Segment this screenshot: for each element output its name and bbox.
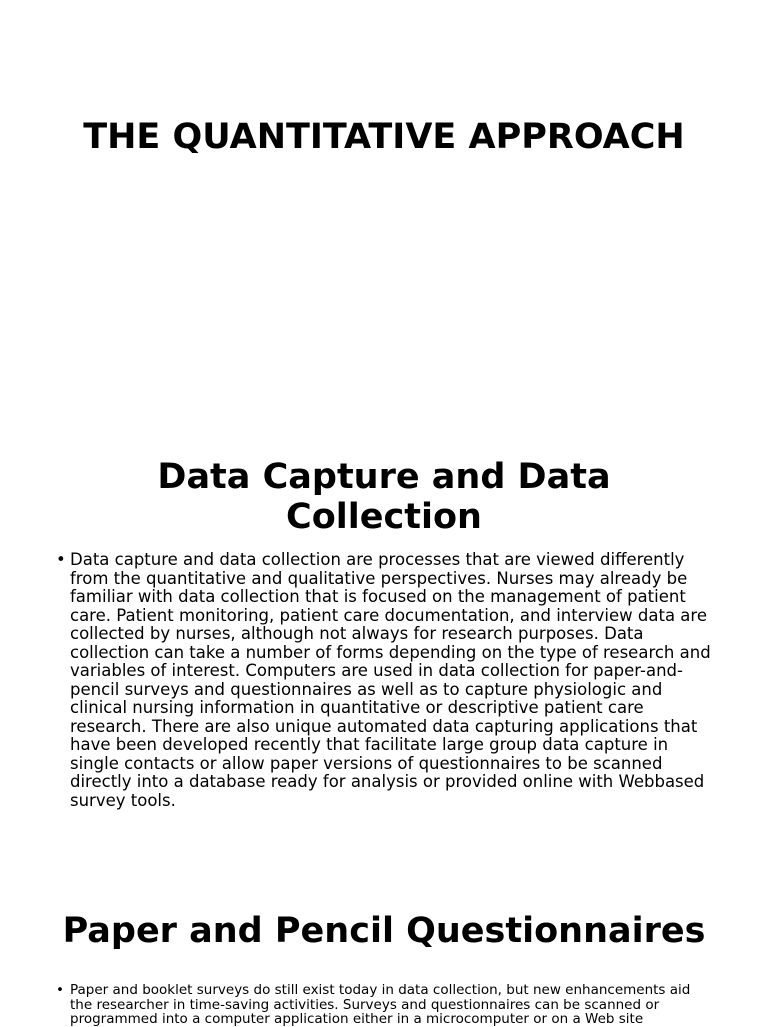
bullet-text: Paper and booklet surveys do still exist today in data collection, but new enhancements aid the researcher in time-saving activities. Surveys and questionnaires can be scanned or programmed into a computer application either in a microcomputer or on a Web site bbox=[70, 982, 691, 1027]
bullet-item bbox=[56, 983, 712, 1027]
slide-title-quantitative-approach: THE QUANTITATIVE APPROACH bbox=[83, 117, 685, 157]
bullet-point-icon: • bbox=[56, 550, 66, 569]
slide-title-paper-pencil: Paper and Pencil Questionnaires bbox=[62, 911, 706, 951]
bullet-list-data-capture bbox=[56, 551, 712, 810]
bullet-list-paper-pencil bbox=[56, 983, 712, 1027]
bullet-item bbox=[56, 551, 712, 810]
bullet-point-icon: • bbox=[56, 982, 64, 998]
bullet-text: Data capture and data collection are processes that are viewed differently from the quantitative and qualitative perspectives. Nurses may already be familiar with data collection that is focused on the management of patient care. Patient monitoring, patient care documentation, and interview data are collected by nurses, although not always for research purposes. Data collection can take a number of forms depending on the type of research and variables of interest. Computers are used in data collection for paper-and-pencil surveys and questionnaires as well as to capture physiologic and clinical nursing information in quantitative or descriptive patient care research. There are also unique automated data capturing applications that have been developed recently that facilitate large group data capture in single contacts or allow paper versions of questionnaires to be scanned directly into a database ready for analysis or provided online with Webbased survey tools. bbox=[70, 550, 711, 810]
slide-title-data-capture: Data Capture and Data Collection bbox=[157, 457, 611, 537]
